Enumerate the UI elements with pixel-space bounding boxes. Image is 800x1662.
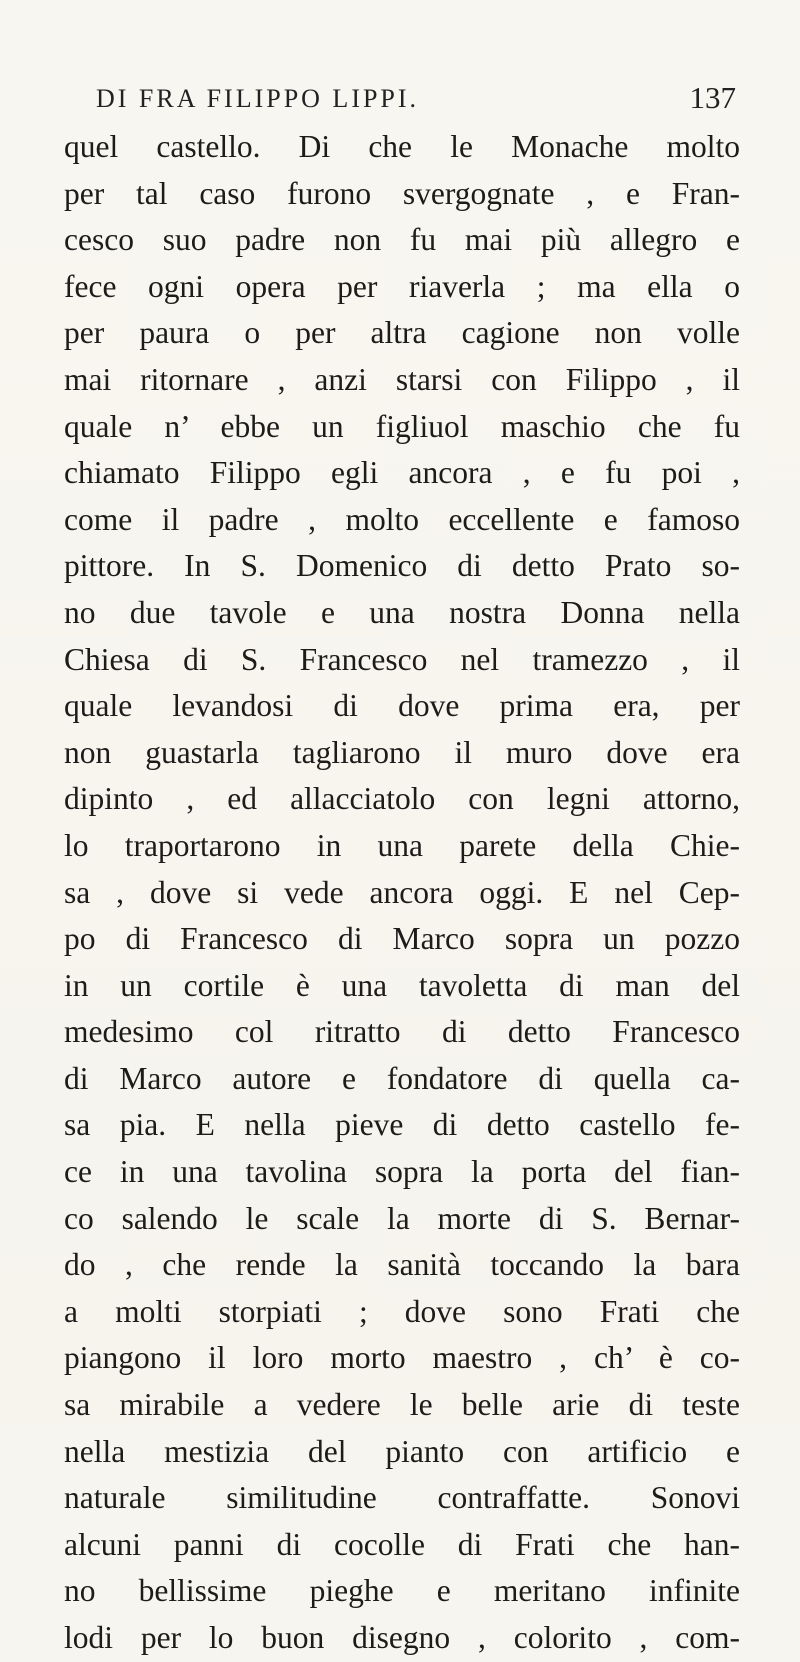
text-line: lodi per lo buon disegno , colorito , com- xyxy=(64,1620,740,1655)
text-line: per paura o per altra cagione non volle xyxy=(64,315,740,351)
text-line: sa pia. E nella pieve di detto castello fe- xyxy=(64,1107,740,1143)
page-number: 137 xyxy=(689,80,736,115)
text-line: nella mestizia del pianto con artificio e xyxy=(64,1433,740,1469)
text-line: mai ritornare , anzi starsi con Filippo , il xyxy=(64,361,740,397)
text-line: cesco suo padre non fu mai più allegro e xyxy=(64,222,740,258)
text-line: pittore. In S. Domenico di detto Prato so- xyxy=(64,548,740,584)
text-line: quel castello. Di che le Monache molto xyxy=(64,129,740,164)
text-line: in un cortile è una tavoletta di man del xyxy=(64,967,740,1003)
text-line: po di Francesco di Marco sopra un pozzo xyxy=(64,921,740,957)
text-line: no due tavole e una nostra Donna nella xyxy=(64,594,740,630)
text-line: fece ogni opera per riaverla ; ma ella o xyxy=(64,268,740,304)
text-line: co salendo le scale la morte di S. Bernar- xyxy=(64,1200,740,1236)
text-line: naturale similitudine contraffatte. Sonovi xyxy=(64,1480,740,1516)
running-head xyxy=(96,80,736,120)
text-line: no bellissime pieghe e meritano infinite xyxy=(64,1573,740,1609)
text-line: Chiesa di S. Francesco nel tramezzo , il xyxy=(64,641,740,677)
text-line: ce in una tavolina sopra la porta del fian- xyxy=(64,1154,740,1190)
running-title: DI FRA FILIPPO LIPPI. xyxy=(96,84,420,113)
text-line: sa mirabile a vedere le belle arie di teste xyxy=(64,1387,740,1423)
text-line: di Marco autore e fondatore di quella ca- xyxy=(64,1060,740,1096)
text-line: chiamato Filippo egli ancora , e fu poi , xyxy=(64,455,740,491)
text-line: alcuni panni di cocolle di Frati che han- xyxy=(64,1526,740,1562)
text-line: quale levandosi di dove prima era, per xyxy=(64,688,740,724)
text-line: do , che rende la sanità toccando la bara xyxy=(64,1247,740,1283)
text-line: medesimo col ritratto di detto Francesco xyxy=(64,1014,740,1050)
text-line: piangono il loro morto maestro , ch’ è co- xyxy=(64,1340,740,1376)
text-line: quale n’ ebbe un figliuol maschio che fu xyxy=(64,408,740,444)
body-text xyxy=(64,124,740,1662)
text-line: dipinto , ed allacciatolo con legni attorno, xyxy=(64,781,740,817)
text-line: come il padre , molto eccellente e famoso xyxy=(64,501,740,537)
text-line: lo traportarono in una parete della Chie- xyxy=(64,827,740,863)
text-line: per tal caso furono svergognate , e Fran- xyxy=(64,175,740,211)
text-line: a molti storpiati ; dove sono Frati che xyxy=(64,1293,740,1329)
text-line: sa , dove si vede ancora oggi. E nel Cep- xyxy=(64,874,740,910)
text-line: non guastarla tagliarono il muro dove era xyxy=(64,734,740,770)
